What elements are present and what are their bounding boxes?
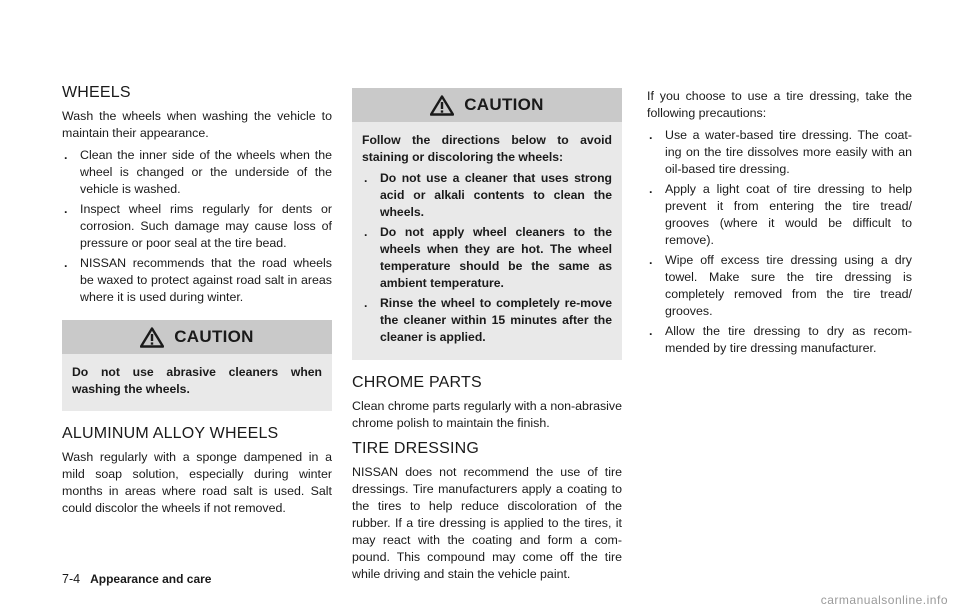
list-item: . Rinse the wheel to completely re-move the cleaner within 15 minutes after the cleaner is applied.: [364, 296, 612, 344]
page-number: 7-4: [62, 572, 81, 586]
list-item: . Clean the inner side of the wheels when the wheel is changed or the underside of the vehicle is washed.: [64, 148, 332, 196]
caution-bullet-list: [362, 170, 612, 346]
bullet-dot: .: [364, 171, 368, 185]
column-3: [647, 88, 912, 362]
chrome-text: Clean chrome parts regularly with a non-abrasive chrome polish to maintain the finish.: [352, 399, 622, 430]
caution-title: CAUTION: [464, 95, 544, 114]
caution-box-abrasive: [62, 320, 332, 411]
warning-triangle-icon: [140, 327, 164, 348]
caution-header: [62, 320, 332, 354]
bullet-dot: .: [649, 182, 653, 196]
caution-body: [62, 354, 332, 411]
caution-title: CAUTION: [174, 327, 254, 346]
caution-body: [352, 122, 622, 360]
list-item: . Apply a light coat of tire dressing to help prevent it from entering the tire tread/ grooves (where it would be difficult to remove).: [649, 182, 912, 247]
column-2: [352, 88, 622, 588]
caution-intro: Follow the directions below to avoid staining or discoloring the wheels:: [362, 133, 612, 164]
bullet-dot: .: [64, 148, 68, 162]
bullet-dot: .: [64, 256, 68, 270]
bullet-dot: .: [649, 324, 653, 338]
bullet-dot: .: [364, 225, 368, 239]
tire-text: NISSAN does not recommend the use of tire dressings. Tire manufacturers apply a coating to the tires to help reduce discoloration of the rubber. If a tire dressing is applied to the tires, it may react with the coating and form a com-pound. This compound may come off the tire while driving and stain the vehicle paint.: [352, 465, 622, 581]
caution-header: [352, 88, 622, 122]
wheels-bullet-list: [62, 147, 332, 306]
bullet-dot: .: [649, 253, 653, 267]
bullet-dot: .: [364, 296, 368, 310]
list-item: . Do not apply wheel cleaners to the wheels when they are hot. The wheel temperature should be the same as ambient temperature.: [364, 225, 612, 290]
caution-box-staining: [352, 88, 622, 360]
dressing-bullet-list: [647, 127, 912, 357]
wheels-heading: WHEELS: [62, 84, 131, 101]
list-item: . Do not use a cleaner that uses strong acid or alkali contents to clean the wheels.: [364, 171, 612, 219]
tire-heading: TIRE DRESSING: [352, 440, 480, 457]
wheels-intro: Wash the wheels when washing the vehicle to maintain their appearance.: [62, 109, 332, 140]
bullet-dot: .: [64, 202, 68, 216]
bullet-dot: .: [649, 128, 653, 142]
dressing-intro: If you choose to use a tire dressing, take the following precautions:: [647, 89, 912, 120]
alloy-text: Wash regularly with a sponge dampened in a mild soap solution, especially during winter months in areas where road salt is used. Salt could discolor the wheels if not removed.: [62, 450, 332, 515]
chrome-heading: CHROME PARTS: [352, 374, 482, 391]
alloy-heading: ALUMINUM ALLOY WHEELS: [62, 425, 279, 442]
page-footer: [62, 572, 211, 586]
list-item: . NISSAN recommends that the road wheels be waxed to protect against road salt in areas where it is used during winter.: [64, 256, 332, 304]
list-item: . Allow the tire dressing to dry as recom-mended by tire dressing manufacturer.: [649, 324, 912, 355]
list-item: . Wipe off excess tire dressing using a dry towel. Make sure the tire dressing is completely removed from the tire tread/ grooves.: [649, 253, 912, 318]
warning-triangle-icon: [430, 95, 454, 116]
section-title: Appearance and care: [90, 572, 212, 586]
column-1: [62, 84, 332, 522]
list-item: . Use a water-based tire dressing. The coat-ing on the tire dissolves more easily with an oil-based tire dressing.: [649, 128, 912, 176]
list-item: . Inspect wheel rims regularly for dents or corrosion. Such damage may cause loss of pressure or poor seal at the tire bead.: [64, 202, 332, 250]
caution-text: Do not use abrasive cleaners when washing the wheels.: [72, 365, 322, 396]
watermark: carmanualsonline.info: [820, 593, 948, 607]
